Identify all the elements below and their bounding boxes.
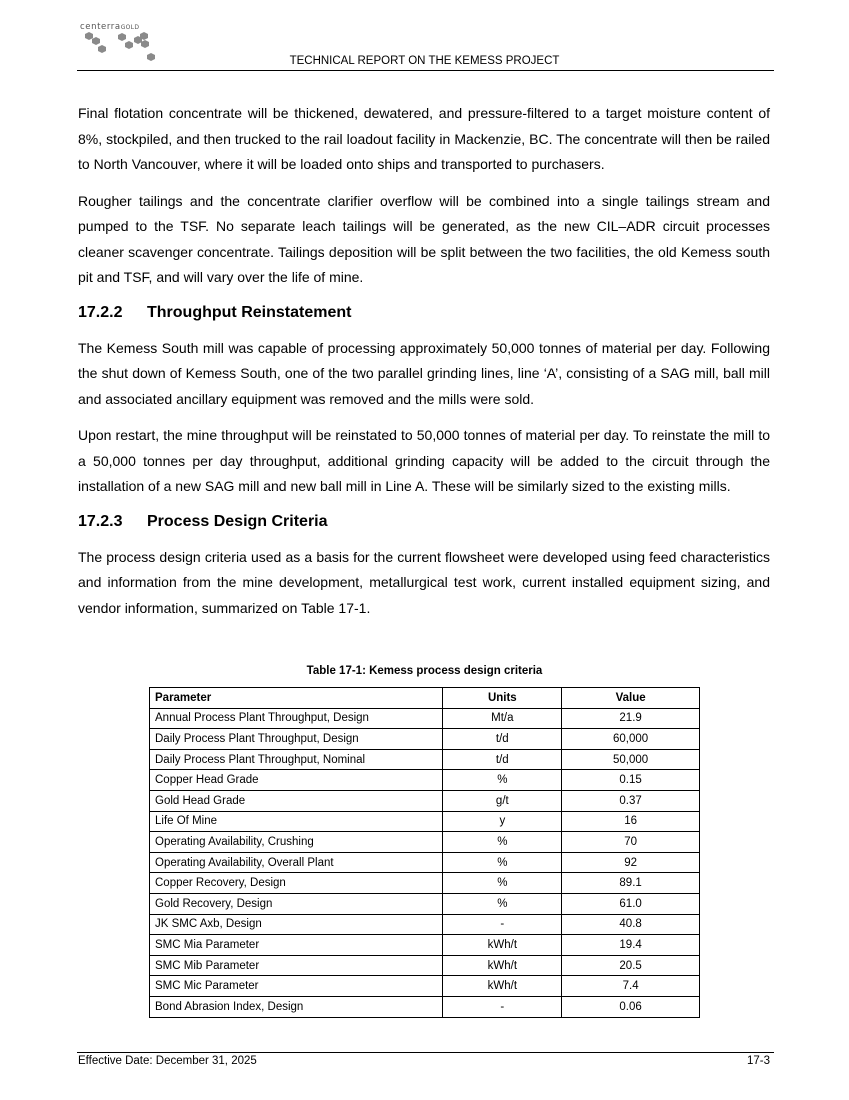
table-cell: % (443, 852, 562, 873)
table-cell: kWh/t (443, 955, 562, 976)
table-cell: - (443, 914, 562, 935)
table-cell: % (443, 873, 562, 894)
column-header: Parameter (150, 688, 443, 709)
table-cell: 7.4 (562, 976, 700, 997)
effective-date: Effective Date: December 31, 2025 (78, 1055, 257, 1067)
report-header-title: TECHNICAL REPORT ON THE KEMESS PROJECT (289, 55, 560, 67)
table-row (150, 790, 700, 811)
table-cell: Daily Process Plant Throughput, Nominal (150, 749, 443, 770)
table-cell: 0.15 (562, 770, 700, 791)
table-cell: Life Of Mine (150, 811, 443, 832)
table-row (150, 811, 700, 832)
table-cell: 60,000 (562, 729, 700, 750)
table-cell: 92 (562, 852, 700, 873)
header-divider (77, 70, 774, 71)
table-cell: Daily Process Plant Throughput, Design (150, 729, 443, 750)
column-header: Units (443, 688, 562, 709)
table-cell: Operating Availability, Overall Plant (150, 852, 443, 873)
table-cell: SMC Mia Parameter (150, 935, 443, 956)
table-row (150, 770, 700, 791)
section-title: Process Design Criteria (147, 512, 328, 530)
table-row (150, 708, 700, 729)
paragraph-rougher-tailings: Rougher tailings and the concentrate clarifier overflow will be combined into a single tailings stream and pumped to the TSF. No separate leach tailings will be generated, as the new CIL–ADR circuit processes cleaner scavenger concentrate. Tailings deposition will be split between the two facilities, the old Kemess south pit and TSF, and will vary over the life of mine. (78, 192, 770, 285)
table-row (150, 873, 700, 894)
table-cell: 16 (562, 811, 700, 832)
table-cell: % (443, 893, 562, 914)
table-row (150, 852, 700, 873)
section-number: 17.2.2 (78, 303, 123, 321)
section-number: 17.2.3 (78, 512, 123, 530)
section-heading-design-criteria (78, 511, 770, 533)
table-row (150, 955, 700, 976)
paragraph-restart-throughput: Upon restart, the mine throughput will be reinstated to 50,000 tonnes of material per day. To reinstate the mill to a 50,000 tonnes per day throughput, additional grinding capacity will be added to the circuit through the installation of a new SAG mill and new ball mill in Line A. These will be similarly sized to the existing mills. (78, 427, 770, 494)
table-cell: % (443, 770, 562, 791)
footer-divider (77, 1052, 774, 1053)
process-design-criteria-table (149, 687, 700, 1018)
paragraph-kemess-south-mill: The Kemess South mill was capable of processing approximately 50,000 tonnes of material per day. Following the shut down of Kemess South, one of the two parallel grinding lines, line ‘A’, consisting of a SAG mill, ball mill and associated ancillary equipment was removed and the mills were sold. (78, 339, 770, 407)
logo-wordmark: centerraGOLD (80, 22, 140, 32)
table-cell: Mt/a (443, 708, 562, 729)
table-caption: Table 17-1: Kemess process design criteria (306, 665, 543, 677)
page-number: 17-3 (746, 1055, 770, 1067)
table-cell: 61.0 (562, 893, 700, 914)
table-cell: 0.06 (562, 996, 700, 1017)
table-cell: y (443, 811, 562, 832)
table-header-row (150, 688, 700, 709)
table-cell: SMC Mic Parameter (150, 976, 443, 997)
table-row (150, 976, 700, 997)
table-cell: % (443, 832, 562, 853)
table-cell: 70 (562, 832, 700, 853)
paragraph-design-criteria: The process design criteria used as a basis for the current flowsheet were developed using feed characteristics and information from the mine development, metallurgical test work, current installed equipment sizing, and vendor information, summarized on Table 17-1. (78, 548, 770, 616)
table-cell: - (443, 996, 562, 1017)
table-row (150, 914, 700, 935)
table-cell: Gold Recovery, Design (150, 893, 443, 914)
table-row (150, 996, 700, 1017)
table-cell: 21.9 (562, 708, 700, 729)
table-cell: Copper Head Grade (150, 770, 443, 791)
table-row (150, 893, 700, 914)
table-cell: SMC Mib Parameter (150, 955, 443, 976)
table-cell: kWh/t (443, 935, 562, 956)
table-cell: t/d (443, 749, 562, 770)
table-cell: 50,000 (562, 749, 700, 770)
table-cell: Operating Availability, Crushing (150, 832, 443, 853)
table-cell: 19.4 (562, 935, 700, 956)
table-cell: t/d (443, 729, 562, 750)
table-cell: Copper Recovery, Design (150, 873, 443, 894)
table-cell: 40.8 (562, 914, 700, 935)
table-row (150, 749, 700, 770)
table-row (150, 729, 700, 750)
table-cell: kWh/t (443, 976, 562, 997)
table-cell: Bond Abrasion Index, Design (150, 996, 443, 1017)
table-row (150, 832, 700, 853)
table-cell: JK SMC Axb, Design (150, 914, 443, 935)
column-header: Value (562, 688, 700, 709)
table-cell: Annual Process Plant Throughput, Design (150, 708, 443, 729)
body-content (78, 101, 770, 632)
paragraph-flotation-concentrate: Final flotation concentrate will be thickened, dewatered, and pressure-filtered to a target moisture content of 8%, stockpiled, and then trucked to the rail loadout facility in Mackenzie, BC. The concentrate will then be railed to North Vancouver, where it will be loaded onto ships and transported to purchasers. (78, 105, 770, 172)
table-cell: 0.37 (562, 790, 700, 811)
table-cell: 20.5 (562, 955, 700, 976)
section-title: Throughput Reinstatement (147, 303, 352, 321)
section-heading-throughput (78, 302, 770, 324)
table-cell: 89.1 (562, 873, 700, 894)
table-cell: Gold Head Grade (150, 790, 443, 811)
table-cell: g/t (443, 790, 562, 811)
table-row (150, 935, 700, 956)
